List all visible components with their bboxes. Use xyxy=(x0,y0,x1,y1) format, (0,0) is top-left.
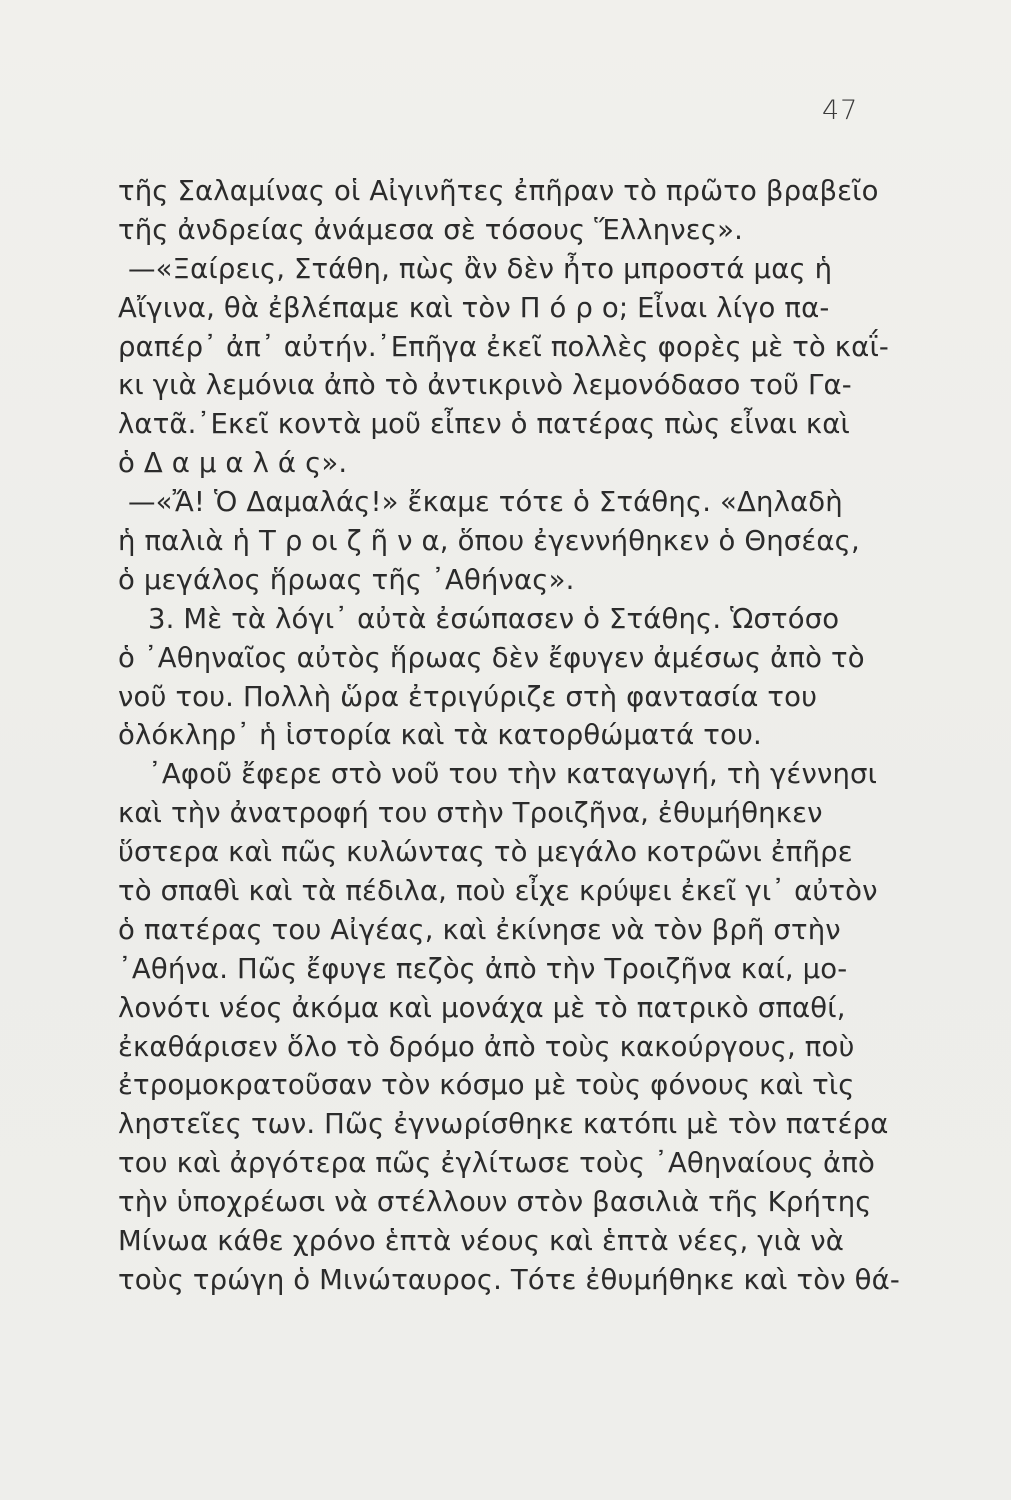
text-line: Μίνωα κάθε χρόνο ἑπτὰ νέους καὶ ἑπτὰ νέες, γιὰ νὰ xyxy=(118,1225,845,1258)
text-line: ἐτρομοκρατοῦσαν τὸν κόσμο μὲ τοὺς φόνους καὶ τὶς xyxy=(118,1069,855,1102)
text-line: ὁ Δ α μ α λ ά ς». xyxy=(118,447,348,480)
text-line: ραπέρ᾿ ἀπ᾿ αὐτήν.᾿Επῆγα ἐκεῖ πολλὲς φορὲς μὲ τὸ καΐ- xyxy=(118,330,889,363)
page-number: 47 xyxy=(822,95,859,126)
text-line: κι γιὰ λεμόνια ἀπὸ τὸ ἀντικρινὸ λεμονόδασο τοῦ Γα- xyxy=(118,369,852,402)
text-line: τὸ σπαθὶ καὶ τὰ πέδιλα, ποὺ εἶχε κρύψει ἐκεῖ γι᾿ αὐτὸν xyxy=(118,875,878,908)
text-line: ληστεῖες των. Πῶς ἐγνωρίσθηκε κατόπι μὲ τὸν πατέρα xyxy=(118,1108,889,1141)
text-line: νοῦ του. Πολλὴ ὥρα ἐτριγύριζε στὴ φαντασία του xyxy=(118,680,818,713)
text-line: τοὺς τρώγη ὁ Μινώταυρος. Τότε ἐθυμήθηκε καὶ τὸν θά- xyxy=(118,1263,900,1296)
text-line: καὶ τὴν ἀνατροφή του στὴν Τροιζῆνα, ἐθυμήθηκεν xyxy=(118,797,823,830)
text-line: ὁ μεγάλος ἥρωας τῆς ᾿Αθήνας». xyxy=(118,563,575,596)
text-line: 3. Μὲ τὰ λόγι᾿ αὐτὰ ἐσώπασεν ὁ Στάθης. Ὡστόσο xyxy=(148,602,840,635)
text-line: τῆς ἀνδρείας ἀνάμεσα σὲ τόσους Ἕλληνες». xyxy=(118,213,743,246)
text-line: ᾿Αφοῦ ἔφερε στὸ νοῦ του τὴν καταγωγή, τὴ γέννησι xyxy=(148,758,878,791)
text-line: τῆς Σαλαμίνας οἱ Αἰγινῆτες ἐπῆραν τὸ πρῶτο βραβεῖο xyxy=(118,175,879,207)
text-line: λονότι νέος ἀκόμα καὶ μονάχα μὲ τὸ πατρικὸ σπαθί, xyxy=(118,991,846,1024)
text-line: Αἴγινα, θὰ ἐβλέπαμε καὶ τὸν Π ό ρ ο; Εἶναι λίγο πα- xyxy=(118,291,830,324)
text-line: —«Ἄ! Ὁ Δαμαλάς!» ἔκαμε τότε ὁ Στάθης. «Δηλαδὴ xyxy=(128,486,843,519)
text-line: —«Ξαίρεις, Στάθη, πὼς ἂν δὲν ἦτο μπροστά μας ἡ xyxy=(128,252,833,285)
text-line: του καὶ ἀργότερα πῶς ἐγλίτωσε τοὺς ᾿Αθηναίους ἀπὸ xyxy=(118,1147,875,1180)
text-line: ἐκαθάρισεν ὅλο τὸ δρόμο ἀπὸ τοὺς κακούργους, ποὺ xyxy=(118,1030,855,1063)
text-line: ᾿Αθήνα. Πῶς ἔφυγε πεζὸς ἀπὸ τὴν Τροιζῆνα καί, μο- xyxy=(118,952,848,985)
text-line: ἡ παλιὰ ἡ Τ ρ οι ζ ῆ ν α, ὅπου ἐγεννήθηκεν ὁ Θησέας, xyxy=(118,525,860,558)
text-line: ὁ ᾿Αθηναῖος αὐτὸς ἥρωας δὲν ἔφυγεν ἀμέσως ἀπὸ τὸ xyxy=(118,641,865,674)
text-line: λατᾶ.᾿Εκεῖ κοντὰ μοῦ εἶπεν ὁ πατέρας πὼς εἶναι καὶ xyxy=(118,408,851,441)
text-line: ὕστερα καὶ πῶς κυλώντας τὸ μεγάλο κοτρῶνι ἐπῆρε xyxy=(118,836,853,869)
body-text xyxy=(118,172,918,1300)
text-line: ὁλόκληρ᾿ ἡ ἱστορία καὶ τὰ κατορθώματά του. xyxy=(118,719,762,752)
text-line: ὁ πατέρας του Αἰγέας, καὶ ἐκίνησε νὰ τὸν βρῆ στὴν xyxy=(118,913,841,946)
text-line: τὴν ὑποχρέωσι νὰ στέλλουν στὸν βασιλιὰ τῆς Κρήτης xyxy=(118,1186,872,1219)
